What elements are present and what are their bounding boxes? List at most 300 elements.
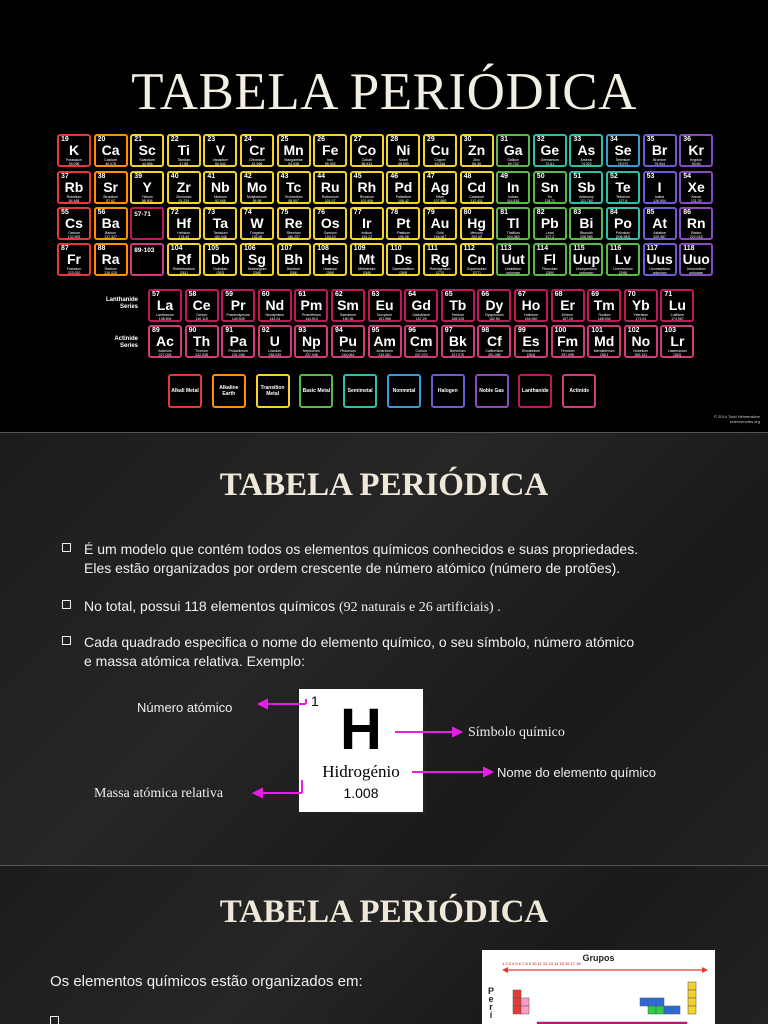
atomic-mass: [269] [399,271,408,275]
symbol: Ce [192,297,211,313]
element-name: Tungsten [249,231,265,235]
atomic-number: 55 [61,209,69,216]
symbol: Mt [358,251,375,267]
symbol: Uup [572,251,600,267]
element-name: Gold [436,231,444,235]
atomic-mass: 47.88 [179,162,189,166]
atomic-mass: 102.906 [360,199,374,203]
atomic-mass: 78.972 [617,162,629,166]
atomic-number: 98 [481,327,490,334]
atomic-number: 112 [463,245,475,252]
symbol: Cf [487,333,502,349]
element-cell-fr [57,243,91,276]
element-cell-uut [496,243,530,276]
atomic-number: 93 [298,327,307,334]
symbol: Db [211,251,230,267]
atomic-mass: 232.038 [195,353,208,357]
element-name: Molybdenum [246,195,268,199]
slide2-title: TABELA PERIÓDICA [219,467,549,503]
element-cell-sc [130,134,164,167]
element-name: Promethium [301,313,321,317]
organization-text: Os elementos químicos estão organizados em: [50,973,363,990]
element-cell-cu [423,134,457,167]
atomic-mass: [272] [436,271,444,275]
atomic-mass: 150.36 [342,317,354,321]
atomic-mass: [269] [326,271,335,275]
label-atomic-mass: Massa atómica relativa [94,786,224,801]
atomic-mass: 55.933 [324,162,336,166]
atomic-mass: 200.59 [471,235,482,239]
atomic-number: 109 [353,245,366,252]
element-cell-lu [660,289,694,322]
atomic-number: 89-103 [134,247,155,254]
element-name: Hafnium [177,231,191,235]
symbol: Y [142,179,152,195]
symbol: Sn [540,179,559,195]
symbol: Pr [230,297,246,313]
element-cell-bh [277,243,311,276]
slide3-title: TABELA PERIÓDICA [219,894,549,930]
atomic-number: 108 [317,245,329,252]
atomic-number: 101 [591,327,603,334]
symbol: Re [284,215,303,231]
element-cell-am [368,325,402,358]
atomic-number: 75 [280,209,289,216]
element-name: Potassium [65,158,83,162]
element-name: Bohrium [287,267,301,271]
atomic-mass: 140.115 [195,317,208,321]
bullet-definition-line1: É um modelo que contém todos os elementos químicos conhecidos e suas propriedades. [84,541,639,557]
element-cell-lr [660,325,694,358]
legend-alkali: Alkali Metal [168,374,202,408]
atomic-number: 58 [188,291,197,298]
element-cell-w [240,207,274,240]
atomic-mass: 157.25 [415,317,427,321]
element-cell-sn [533,171,567,204]
atomic-mass: 251.080 [488,353,501,357]
element-name: Roentgenium [429,267,451,271]
element-cell-no [624,325,658,358]
atomic-mass: 238.029 [268,353,282,357]
symbol: Dy [485,297,504,313]
element-cell-tb [441,289,475,322]
atomic-mass: 222.018 [689,235,703,239]
bullet-definition-line2: Eles estão organizados por ordem crescente de número atómico (número de protões). [84,560,621,576]
atomic-mass: unknown [652,271,667,275]
element-name: Mercury [470,231,483,235]
element-name: Ununpentium [575,267,597,271]
element-cell-rh [350,171,384,204]
atomic-mass: 126.904 [653,199,666,203]
atomic-number: 22 [170,136,179,143]
atomic-number: 24 [244,136,252,143]
element-cell-np [294,325,328,358]
element-cell-cr [240,134,274,167]
element-cell-bk [441,325,475,358]
element-name: Ununtrium [505,267,522,271]
symbol: K [68,142,80,158]
atomic-mass: 95.95 [252,199,262,203]
atomic-number: 47 [427,173,435,180]
atomic-number: 114 [536,245,549,252]
element-cell-th [185,325,219,358]
atomic-mass: 209.987 [653,235,666,239]
element-cell-au [423,207,457,240]
element-cell-eu [368,289,402,322]
symbol: Ho [521,297,541,313]
element-name: Praseodymium [226,313,250,317]
actinide-series-label: Actinide Series [114,336,138,349]
element-name: Bismuth [580,231,593,235]
atomic-mass: 84.468 [68,199,80,203]
symbol: Ni [396,142,411,158]
atomic-number: 74 [244,209,252,216]
symbol: Kr [688,142,704,158]
element-cell-rb [57,171,91,204]
atomic-number: 99 [518,327,526,334]
element-cell-dy [477,289,511,322]
element-cell-fl [533,243,567,276]
element-name: Gadolinium [412,313,431,317]
element-name: Neptunium [302,349,320,353]
atomic-mass: 259.101 [634,353,648,357]
atomic-number: 30 [463,136,472,143]
atomic-number: 84 [610,209,618,216]
atomic-number: 67 [518,291,526,298]
atomic-number: 57-71 [134,211,151,218]
element-cell-po [606,207,640,240]
symbol: Uus [646,251,673,267]
element-cell-cs [57,207,91,240]
element-name: Strontium [103,195,119,199]
atomic-number: 42 [244,173,252,180]
element-name: Xenon [691,195,702,199]
atomic-mass: 92.906 [215,199,226,203]
element-cell-ac [148,325,182,358]
symbol: Hg [467,215,486,231]
atomic-number: 76 [317,209,325,216]
atomic-mass: 144.913 [305,317,318,321]
symbol: Ra [101,251,120,267]
checkbox-bullet-icon [50,1016,59,1024]
atomic-mass: 51.996 [251,162,263,166]
symbol: Pd [394,179,413,195]
atomic-mass: 247.070 [451,353,465,357]
element-cell-hf [167,207,201,240]
element-name: Platinum [396,231,411,235]
element-cell-sr [94,171,128,204]
element-cell-tc [277,171,311,204]
legend-actinide: Actinide [562,374,596,408]
atomic-mass: 91.224 [178,199,190,203]
element-cell-ge [533,134,567,167]
groups-diagram-image [482,950,715,1024]
element-name: Mendelevium [593,349,615,353]
element-cell-ra [94,243,128,276]
element-name: Palladium [395,195,412,199]
element-name: Zinc [473,158,480,162]
element-name: Copernicium [466,267,487,271]
atomic-number: 36 [683,136,691,143]
atomic-mass: 162.50 [489,317,500,321]
element-name: Meitnerium [358,267,376,271]
atomic-number: 19 [61,136,69,143]
symbol: Cd [467,179,486,195]
element-cell-ce [185,289,219,322]
symbol: As [577,142,596,158]
element-cell-xe [679,171,713,204]
element-cell-k [57,134,91,167]
symbol: Xe [687,179,705,195]
symbol: Br [651,142,668,158]
element-cell-fm [551,325,585,358]
element-cell-v [203,134,237,167]
element-cell-zr [167,171,201,204]
element-name: Thorium [195,349,209,353]
legend-basic: Basic Metal [299,374,333,408]
periods-label: Perí [486,986,496,1018]
atomic-number: 90 [188,327,197,334]
element-cell-ta [203,207,237,240]
element-cell-fe [313,134,347,167]
legend-nonmetal: Nonmetal [387,374,421,408]
element-name: Titanium [177,158,191,162]
element-cell-uuo [679,243,713,276]
symbol: Ga [503,142,523,158]
example-atomic-number: 1 [311,693,319,709]
symbol: Lr [670,333,685,349]
element-cell-ni [386,134,420,167]
atomic-number: 48 [463,173,472,180]
symbol: Sm [337,297,359,313]
atomic-mass: [289] [545,271,554,275]
element-name: Tellurium [615,195,630,199]
atomic-mass: [264] [289,271,298,275]
atomic-mass: 174.967 [671,317,684,321]
atomic-mass: 178.49 [178,235,190,239]
atomic-number: 53 [646,173,655,180]
element-cell-pb [533,207,567,240]
symbol: Rh [357,179,377,195]
symbol: Os [320,215,340,231]
atomic-number: 31 [500,136,508,143]
element-name: Actinium [158,349,172,353]
element-cell-nb [203,171,237,204]
atomic-mass: 190.23 [324,235,336,239]
symbol: Ge [540,142,560,158]
atomic-mass: 63.546 [434,162,446,166]
symbol: Md [594,333,615,349]
element-name: Holmium [524,313,538,317]
atomic-mass: 106.42 [398,199,409,203]
slide-definition [0,433,768,865]
atomic-number: 60 [261,291,270,298]
legend-noble: Noble Gas [475,374,509,408]
element-name: Erbium [562,313,574,317]
symbol: Rg [430,251,450,267]
element-name: Germanium [540,158,559,162]
symbol: Bh [284,251,303,267]
atomic-number: 116 [610,245,622,252]
atomic-number: 86 [683,209,691,216]
symbol: Es [522,333,540,349]
atomic-number: 32 [536,136,545,143]
atomic-mass: 121.760 [580,199,593,203]
atomic-mass: 151.966 [378,317,391,321]
atomic-mass: 54.938 [288,162,299,166]
legend-halogen: Halogen [431,374,465,408]
symbol: Cu [430,142,450,158]
atomic-number: 29 [427,136,435,143]
atomic-mass: 69.732 [507,162,519,166]
element-name: Neodymium [265,313,285,317]
element-name: Iodine [654,195,665,199]
element-name: Cobalt [361,158,372,162]
atomic-number: 87 [61,245,69,252]
atomic-number: 56 [97,209,106,216]
element-name: Hassium [323,267,337,271]
element-name: Uranium [268,349,282,353]
element-name: Flerovium [542,267,558,271]
symbol: Fe [322,142,339,158]
element-cell-md [587,325,621,358]
atomic-number: 104 [170,245,183,252]
atomic-number: 105 [207,245,220,252]
element-cell-nd [258,289,292,322]
symbol: Rb [64,179,84,195]
element-cell-sb [569,171,603,204]
element-name: Lutetium [670,313,685,317]
atomic-mass: 114.818 [506,199,520,203]
atomic-mass: 118.71 [544,199,556,203]
symbol: Tb [449,297,467,313]
slide-organization [0,866,768,1024]
symbol: Cn [467,251,486,267]
element-name: Polonium [615,231,631,235]
symbol: Yb [631,297,650,313]
atomic-mass: [262] [673,353,682,357]
element-cell-pa [221,325,255,358]
element-name: Niobium [213,195,227,199]
example-name: Hidrogénio [322,762,400,781]
element-name: Rhenium [286,231,301,235]
atomic-number: 62 [335,291,343,298]
atomic-number: 54 [683,173,691,180]
element-cell-gd [404,289,438,322]
symbol: Rn [686,215,706,231]
element-name: Seaborgium [247,267,267,271]
atomic-mass: 137.327 [104,235,117,239]
element-name: Fermium [560,349,575,353]
atomic-mass: [208.982] [615,235,631,239]
element-cell-pr [221,289,255,322]
element-name: Iron [327,158,334,162]
element-name: Nickel [398,158,409,162]
element-name: Cesium [68,231,80,235]
atomic-mass: 74.922 [581,162,592,166]
element-name: Einsteinium [521,349,541,353]
bullet-square-line2: e massa atómica relativa. Exemplo: [84,653,305,669]
atomic-number: 49 [500,173,508,180]
slide-periodic-table [0,0,768,432]
symbol: Uut [501,251,525,267]
symbol: Pm [300,297,323,313]
element-name: Krypton [690,158,703,162]
copyright-notice [640,414,760,424]
atomic-mass: 158.925 [451,317,465,321]
element-cell-in [496,171,530,204]
legend-lanthanide: Lanthanide [518,374,552,408]
element-cell-pt [386,207,420,240]
element-name: Dubnium [213,267,228,271]
element-cell-uus [643,243,677,276]
atomic-mass: 231.036 [231,353,245,357]
atomic-number: 45 [353,173,362,180]
atomic-number: 21 [134,136,142,143]
element-name: Radium [104,267,117,271]
atomic-number: 38 [97,173,106,180]
element-name: Dysprosium [485,313,504,317]
symbol: Am [373,333,396,349]
element-cell-lv [606,243,640,276]
element-cell-cn [460,243,494,276]
element-cell-ba [94,207,128,240]
atomic-number: 28 [390,136,399,143]
atomic-number: 88 [97,245,106,252]
symbol: Ds [394,251,413,267]
element-cell-as [569,134,603,167]
element-cell-pd [386,171,420,204]
lanthanide-series-label: Lanthanide Series [105,297,138,310]
symbol: Au [430,215,450,231]
symbol: Rf [176,251,192,267]
element-cell-ca [94,134,128,167]
atomic-mass: [277] [472,271,481,275]
symbol: U [269,333,280,349]
copyright-text: © 2014 Todd Helmenstine [713,414,760,419]
element-cell-yb [624,289,658,322]
atomic-mass: 183.85 [251,235,263,239]
element-name: Nobelium [633,349,649,353]
symbol: Nb [211,179,230,195]
element-cell-rg [423,243,457,276]
element-name: Thallium [506,231,520,235]
symbol: Pu [339,333,357,349]
element-name: Barium [105,231,117,235]
symbol: At [652,215,667,231]
legend-semimetal: Semimetal [343,374,377,408]
atomic-number: 97 [444,327,453,334]
element-name: Astatine [653,231,666,235]
element-cell-ds [386,243,420,276]
atomic-number: 66 [481,291,490,298]
element-name: Selenium [615,158,631,162]
element-name: Cerium [195,313,208,317]
atomic-number: 94 [335,327,343,334]
element-name: Iridium [361,231,373,235]
symbol: Ac [156,333,174,349]
atomic-number: 102 [627,327,640,334]
element-name: Rutherfordium [172,267,195,271]
atomic-number: 100 [554,327,567,334]
symbol: Sg [248,251,266,267]
element-name: Lanthanum [156,313,174,317]
atomic-mass: 98.907 [288,199,299,203]
bullet-total-text: No total, possui 118 elementos químicos [84,598,339,614]
element-cell-mn [277,134,311,167]
element-name: Gallium [507,158,520,162]
symbol: Hf [176,215,192,231]
